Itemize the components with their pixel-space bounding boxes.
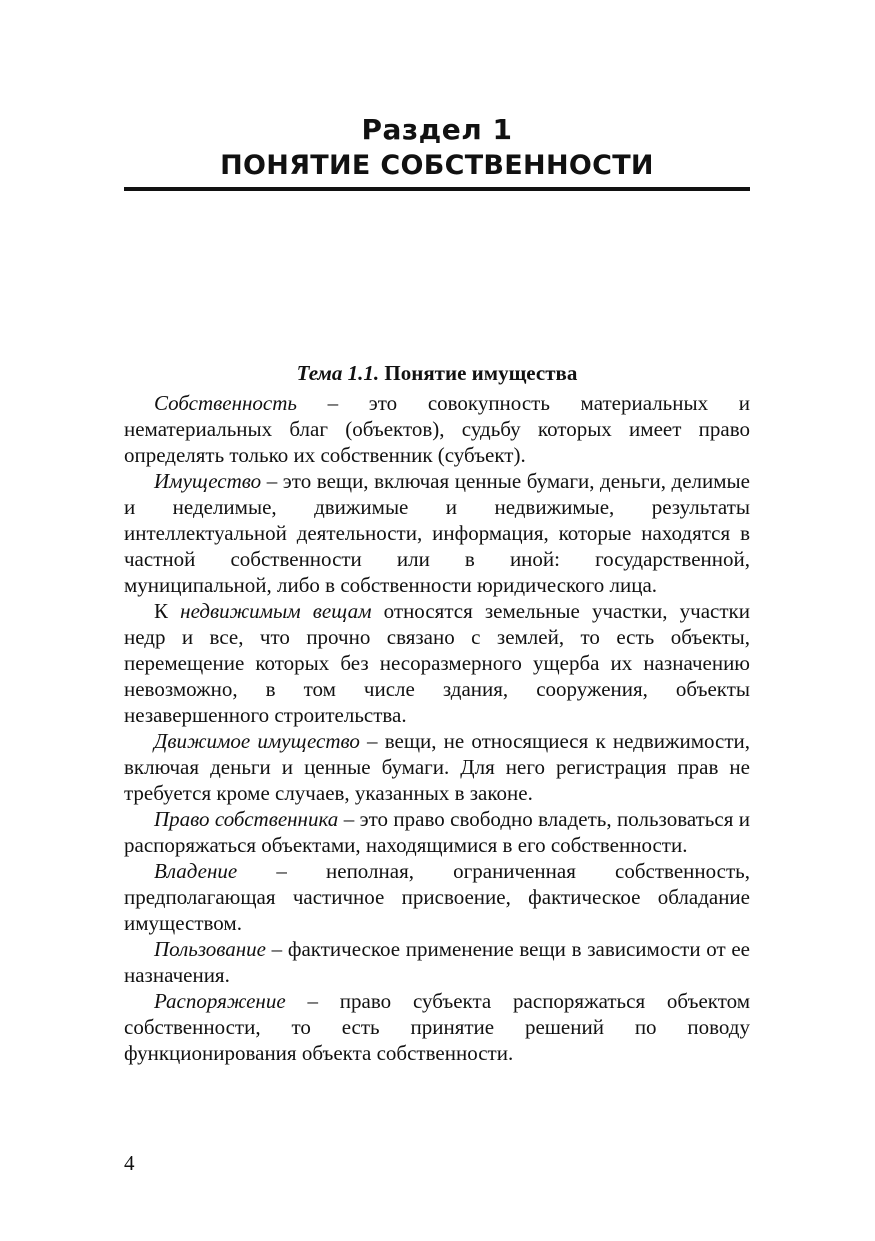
topic-title: Понятие имущества [384, 361, 578, 385]
paragraph-owner-right [124, 806, 750, 858]
header-rule [124, 187, 750, 191]
section-label: Раздел 1 [361, 113, 513, 146]
paragraph-use [124, 936, 750, 988]
term-immovable-things: недвижимым вещам [180, 599, 372, 623]
paragraph-text: – право субъекта распоряжаться объектом собственности, то есть принятие решений по поводу функционирования объекта собственности. [124, 989, 750, 1065]
paragraph-text: – фактическое применение вещи в зависимости от ее назначения. [124, 937, 750, 987]
term-movable-property: Движимое имущество [154, 729, 360, 753]
section-title: ПОНЯТИЕ СОБСТВЕННОСТИ [220, 150, 654, 181]
page-body [124, 358, 750, 1066]
term-owner-right: Право собственника [154, 807, 339, 831]
paragraph-text: – неполная, ограниченная собственность, предполагающая частичное присвоение, фактическое обладание имуществом. [124, 859, 750, 935]
term-property: Собственность [154, 391, 297, 415]
paragraph-immovable-things [124, 598, 750, 728]
paragraph-possession [124, 858, 750, 936]
paragraph-text: относятся земельные участки, участки недр и все, что прочно связано с землей, то есть объекты, перемещение которых без несоразмерного ущерба их назначению невозможно, в том числе здания, сооружения, объекты незавершенного строительства. [124, 599, 750, 727]
section-header [124, 112, 750, 184]
term-use: Пользование [154, 937, 266, 961]
paragraph-lead: К [154, 599, 181, 623]
topic-heading [124, 358, 750, 388]
paragraph-movable-property [124, 728, 750, 806]
paragraph-assets-definition [124, 468, 750, 598]
paragraph-disposal [124, 988, 750, 1066]
page-number: 4 [124, 1151, 135, 1175]
term-possession: Владение [154, 859, 238, 883]
paragraph-property-definition [124, 390, 750, 468]
paragraph-text: – это совокупность материальных и нематериальных благ (объектов), судьбу которых имеет право определять только их собственник (субъект). [124, 391, 750, 467]
paragraph-text: – это право свободно владеть, пользоваться и распоряжаться объектами, находящимися в его собственности. [124, 807, 750, 857]
paragraph-text: – это вещи, включая ценные бумаги, деньги, делимые и неделимые, движимые и недвижимые, результаты интеллектуальной деятельности, информация, которые находятся в частной собственности или в иной: государственной, муниципальной, либо в собственности юридического лица. [124, 469, 750, 597]
term-assets: Имущество [154, 469, 262, 493]
paragraph-text: – вещи, не относящиеся к недвижимости, включая деньги и ценные бумаги. Для него регистрация прав не требуется кроме случаев, указанных в законе. [124, 729, 750, 805]
topic-number: Тема 1.1. [296, 361, 380, 385]
term-disposal: Распоряжение [154, 989, 286, 1013]
